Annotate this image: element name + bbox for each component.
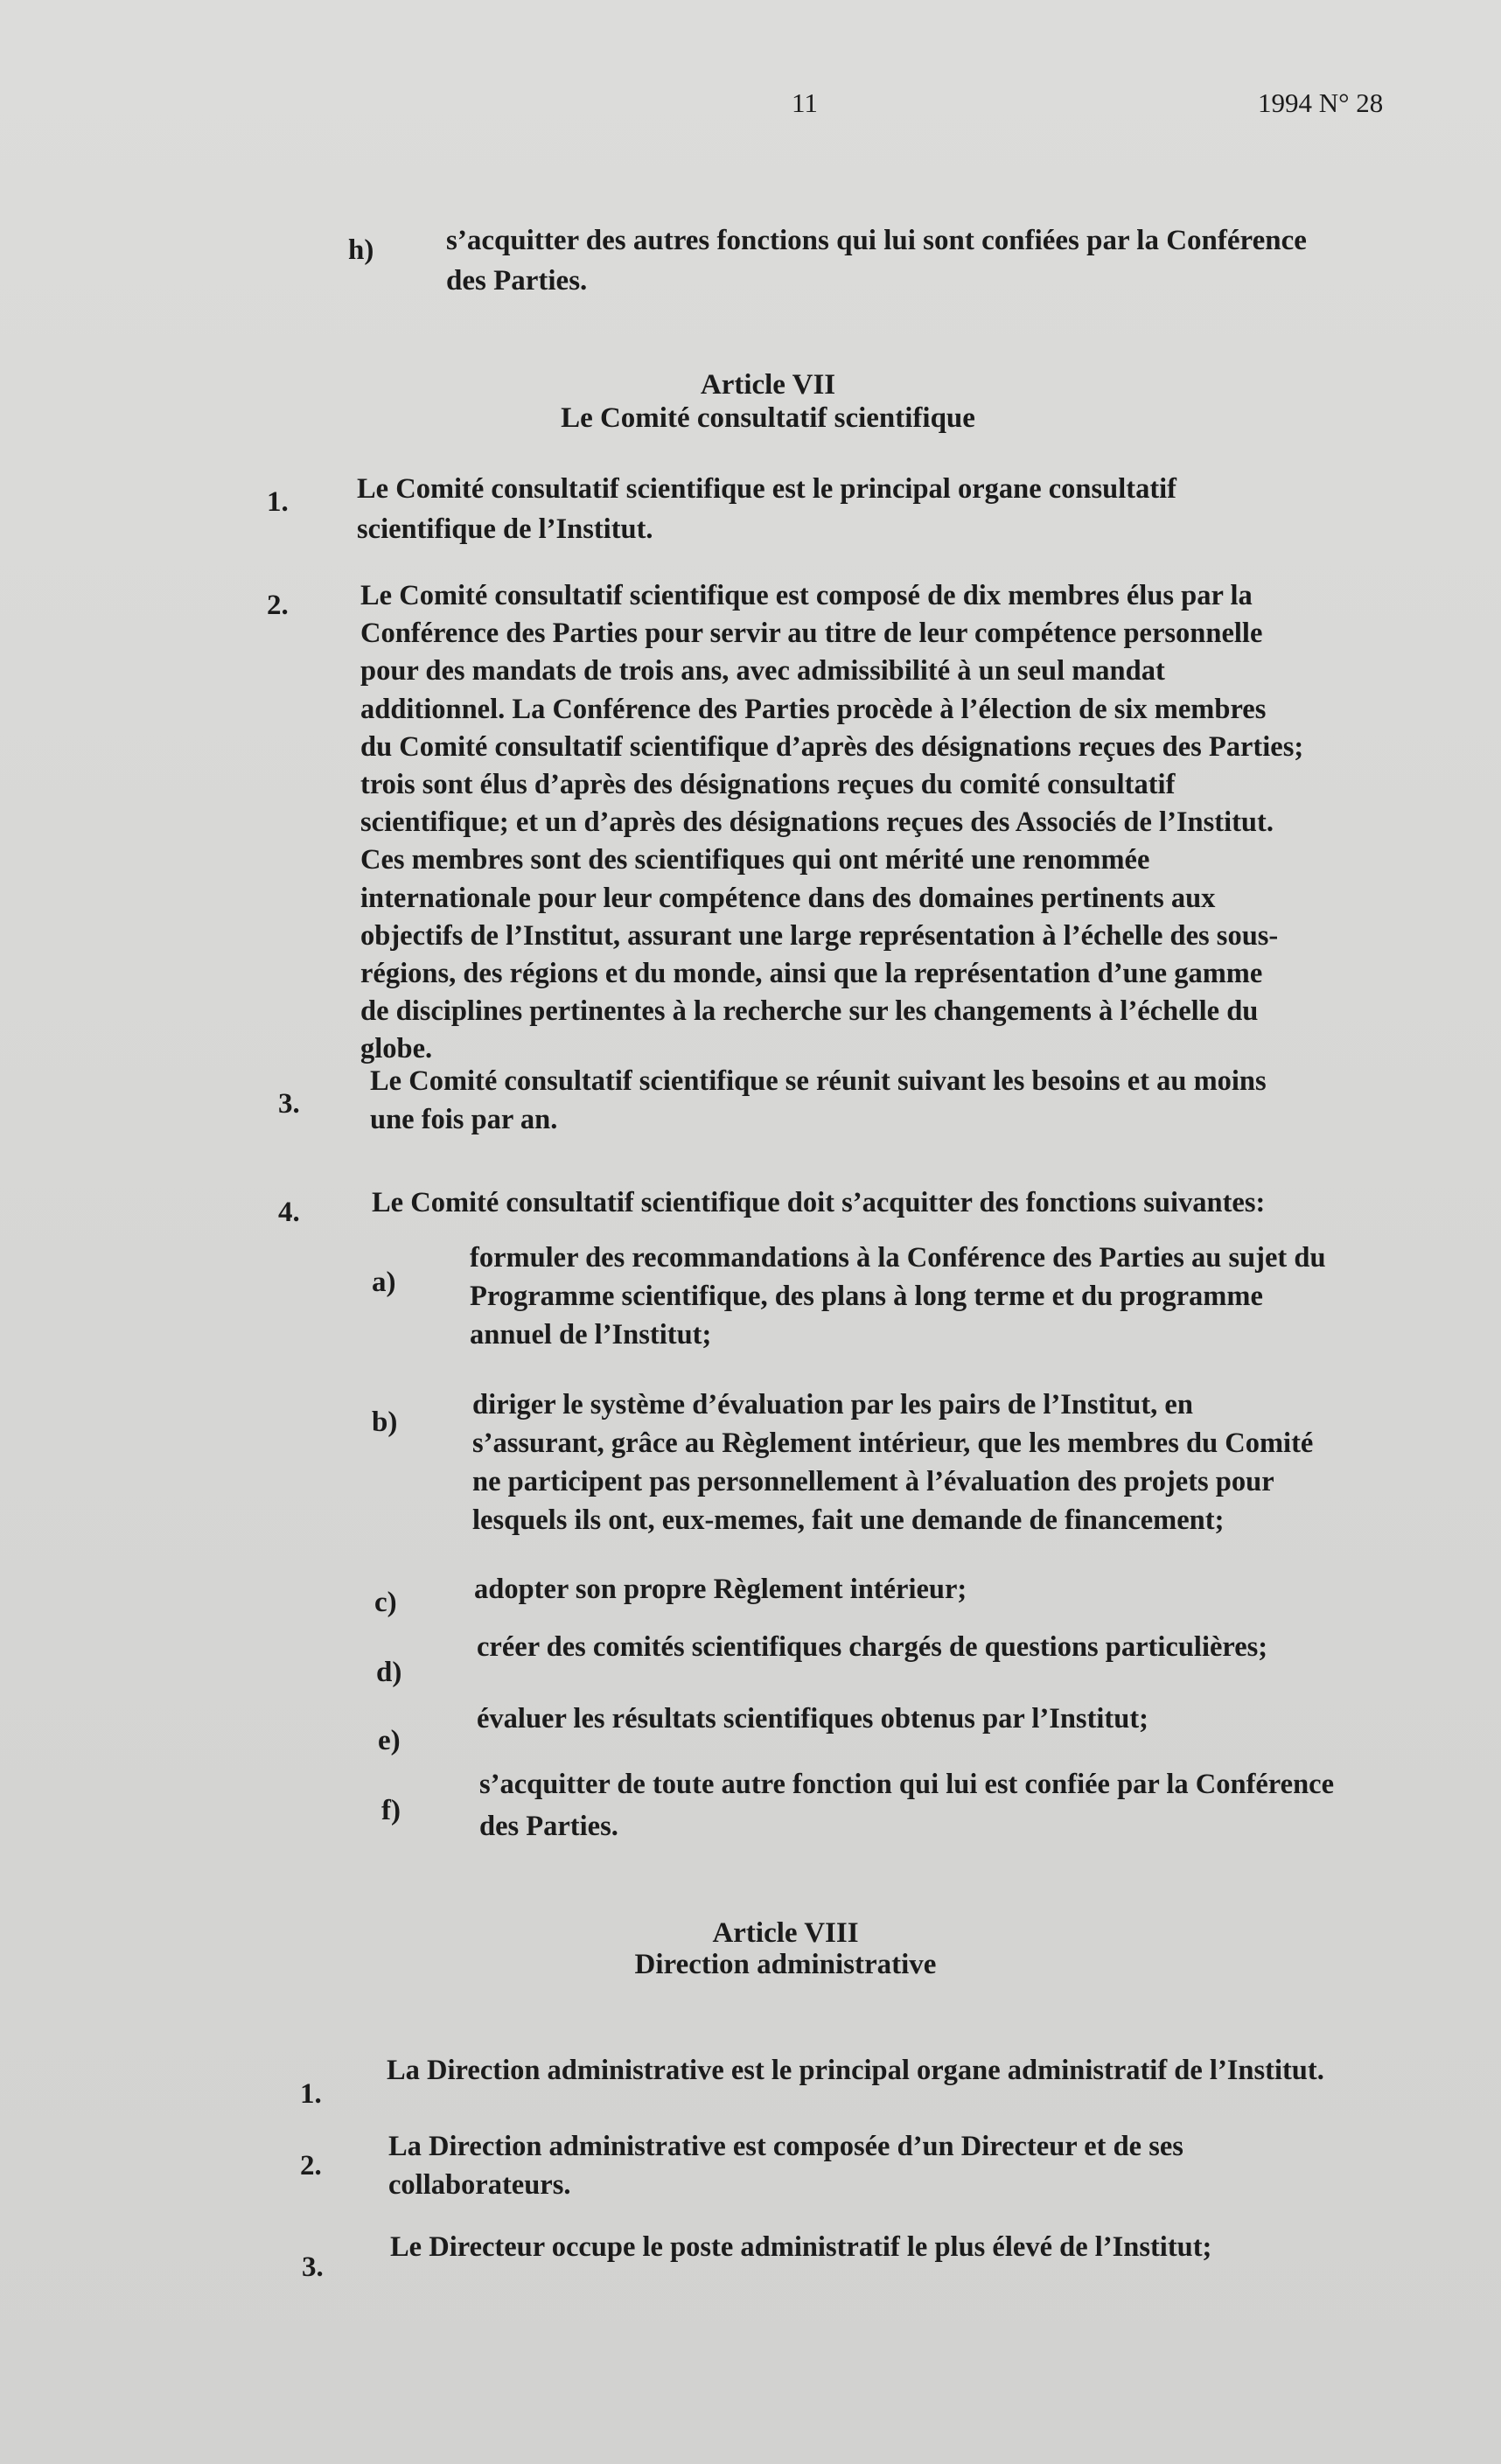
text-line: diriger le système d’évaluation par les pairs de l’Institut, en xyxy=(472,1389,1193,1420)
text-line: collaborateurs. xyxy=(388,2169,571,2201)
paragraph-number: 2. xyxy=(267,590,289,621)
text-line: pour des mandats de trois ans, avec admissibilité à un seul mandat xyxy=(360,655,1165,688)
sub-item-e xyxy=(477,1700,1148,1738)
sub-item-a xyxy=(470,1239,1326,1354)
sub-item-f xyxy=(479,1763,1334,1847)
text-line: adopter son propre Règlement intérieur; xyxy=(474,1574,967,1605)
text-line: des Parties. xyxy=(479,1811,618,1842)
paragraph-number: 3. xyxy=(278,1088,300,1120)
text-line: globe. xyxy=(360,1033,433,1065)
document-reference: 1994 N° 28 xyxy=(1258,87,1384,118)
item-h-label: h) xyxy=(348,234,374,266)
sub-item-c xyxy=(474,1571,967,1609)
text-line: internationale pour leur compétence dans des domaines pertinents aux xyxy=(360,882,1216,914)
text-line: créer des comités scientifiques chargés de questions particulières; xyxy=(477,1631,1268,1663)
article-7-subtitle: Le Comité consultatif scientifique xyxy=(561,402,975,434)
text-line: s’assurant, grâce au Règlement intérieur, que les membres du Comité xyxy=(472,1427,1314,1459)
article-7-paragraph-3 xyxy=(370,1062,1267,1139)
text-line: des Parties. xyxy=(446,265,588,297)
text-line: Programme scientifique, des plans à long terme et du programme xyxy=(470,1281,1263,1312)
page-number: 11 xyxy=(792,87,818,118)
sub-item-label: d) xyxy=(376,1657,402,1688)
text-line: lesquels ils ont, eux-memes, fait une demande de financement; xyxy=(472,1504,1225,1536)
paragraph-number: 1. xyxy=(267,486,289,518)
article-8-subtitle: Direction administrative xyxy=(634,1949,937,1980)
text-line: scientifique de l’Institut. xyxy=(357,513,653,545)
paragraph-number: 1. xyxy=(300,2078,322,2110)
text-line: Le Directeur occupe le poste administratif le plus élevé de l’Institut; xyxy=(390,2231,1212,2263)
text-line: formuler des recommandations à la Conférence des Parties au sujet du xyxy=(470,1242,1326,1274)
text-line: Conférence des Parties pour servir au titre de leur compétence personnelle xyxy=(360,618,1263,650)
sub-item-label: f) xyxy=(381,1795,401,1826)
text-line: s’acquitter des autres fonctions qui lui sont confiées par la Conférence xyxy=(446,225,1307,256)
article-8-title: Article VIII xyxy=(712,1917,859,1949)
article-7-paragraph-1 xyxy=(357,469,1176,549)
text-line: additionnel. La Conférence des Parties procède à l’élection de six membres xyxy=(360,693,1267,725)
page-header xyxy=(0,87,1501,131)
text-line: scientifique; et un d’après des désignations reçues des Associés de l’Institut. xyxy=(360,806,1274,839)
text-line: trois sont élus d’après des désignations reçues du comité consultatif xyxy=(360,769,1176,801)
text-line: du Comité consultatif scientifique d’après des désignations reçues des Parties; xyxy=(360,730,1304,763)
text-line: objectifs de l’Institut, assurant une large représentation à l’échelle des sous- xyxy=(360,919,1279,952)
paragraph-number: 3. xyxy=(302,2251,324,2283)
paragraph-number: 2. xyxy=(300,2150,322,2181)
sub-item-label: b) xyxy=(372,1407,398,1438)
text-line: ne participent pas personnellement à l’évaluation des projets pour xyxy=(472,1466,1274,1497)
text-line: de disciplines pertinentes à la recherche sur les changements à l’échelle du xyxy=(360,995,1259,1028)
text-line: Le Comité consultatif scientifique doit s’acquitter des fonctions suivantes: xyxy=(372,1187,1266,1218)
article-7-paragraph-2 xyxy=(360,577,1303,1069)
text-line: La Direction administrative est le principal organe administratif de l’Institut. xyxy=(387,2055,1324,2086)
text-line: régions, des régions et du monde, ainsi que la représentation d’une gamme xyxy=(360,958,1263,990)
sub-item-label: c) xyxy=(374,1587,397,1618)
text-line: Le Comité consultatif scientifique est composé de dix membres élus par la xyxy=(360,580,1253,611)
text-line: Ces membres sont des scientifiques qui ont mérité une renommée xyxy=(360,844,1150,876)
text-line: Le Comité consultatif scientifique est le principal organe consultatif xyxy=(357,473,1176,505)
article-8-paragraph-2 xyxy=(388,2127,1183,2204)
sub-item-label: e) xyxy=(378,1725,401,1756)
sub-item-label: a) xyxy=(372,1267,396,1298)
text-line: une fois par an. xyxy=(370,1104,558,1135)
text-line: annuel de l’Institut; xyxy=(470,1319,712,1351)
text-line: évaluer les résultats scientifiques obtenus par l’Institut; xyxy=(477,1703,1148,1735)
sub-item-d xyxy=(477,1629,1267,1666)
text-line: La Direction administrative est composée d’un Directeur et de ses xyxy=(388,2131,1183,2162)
paragraph-number: 4. xyxy=(278,1197,300,1228)
article-8-paragraph-3 xyxy=(390,2229,1211,2266)
item-h-text xyxy=(446,220,1307,301)
sub-item-b xyxy=(472,1386,1313,1539)
text-line: Le Comité consultatif scientifique se réunit suivant les besoins et au moins xyxy=(370,1065,1267,1097)
article-7-title: Article VII xyxy=(700,369,836,401)
article-8-paragraph-1 xyxy=(387,2052,1324,2090)
article-7-paragraph-4 xyxy=(372,1184,1265,1222)
text-line: s’acquitter de toute autre fonction qui lui est confiée par la Conférence xyxy=(479,1769,1334,1800)
